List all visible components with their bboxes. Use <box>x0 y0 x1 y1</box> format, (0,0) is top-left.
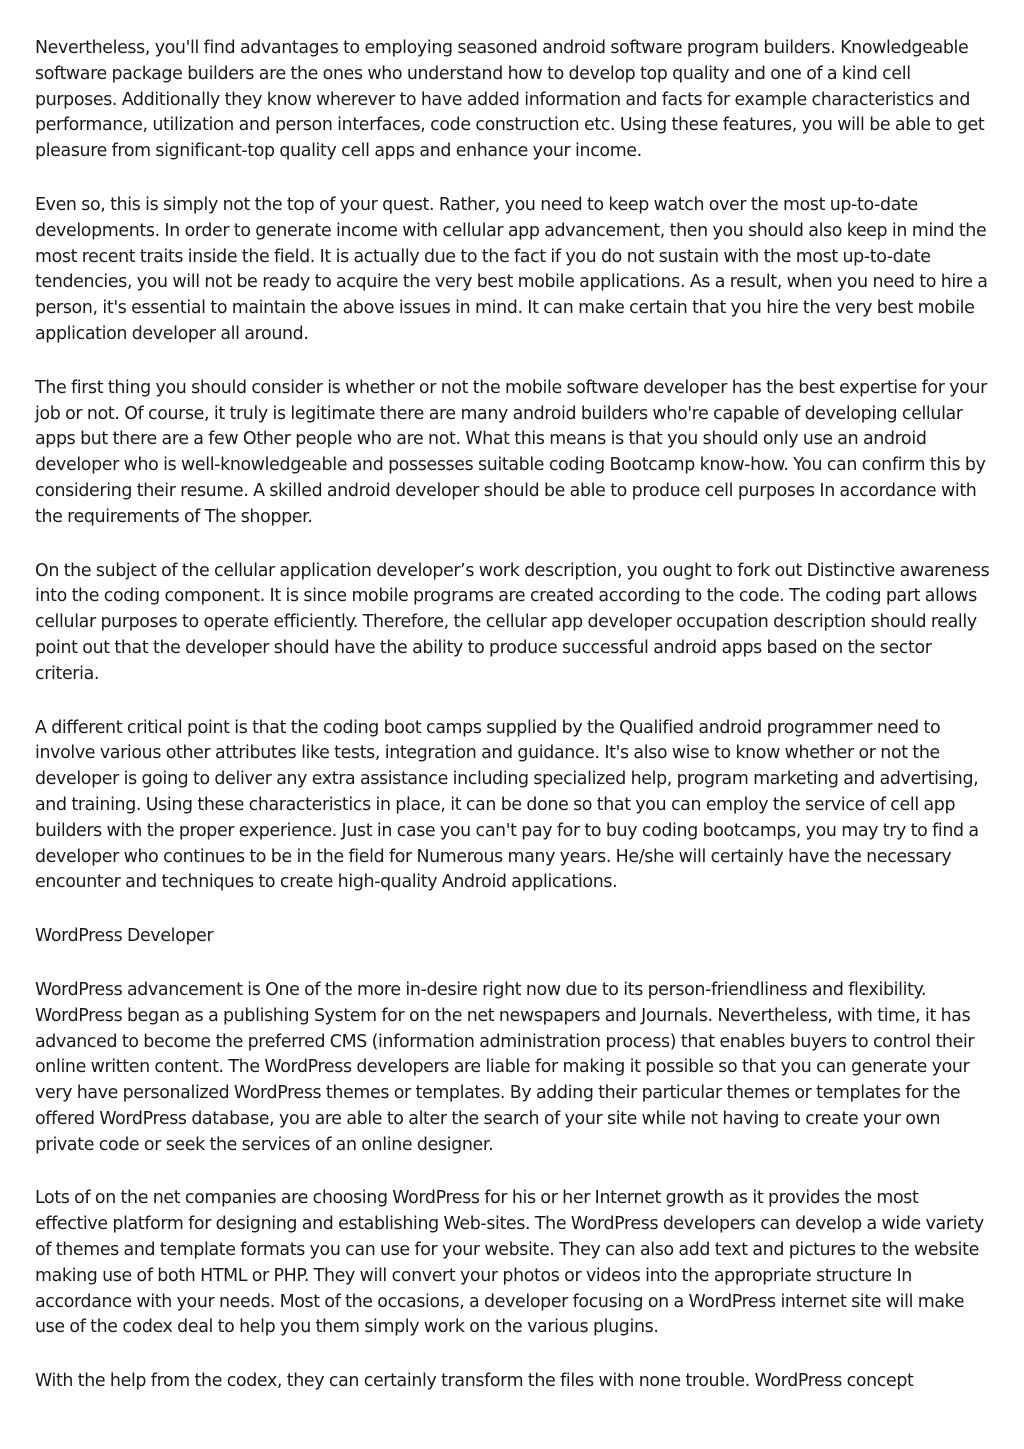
paragraph-8: With the help from the codex, they can certainly transform the files with none trouble. WordPress concept <box>35 1371 914 1392</box>
document-body <box>35 36 995 1423</box>
paragraph-1: Nevertheless, you'll find advantages to employing seasoned android software program builders. Knowledgeable software package builders are the ones who understand how to develop top quality and one of a kind cell purposes. Additionally they know wherever to have added information and facts for example characteristics and performance, utilization and person interfaces, code construction etc. Using these features, you will be able to get pleasure from significant-top quality cell apps and enhance your income. <box>35 38 985 162</box>
paragraph-7: Lots of on the net companies are choosing WordPress for his or her Internet growth as it provides the most effective platform for designing and establishing Web-sites. The WordPress developers can develop a wide variety of themes and template formats you can use for your website. They can also add text and pictures to the website making use of both HTML or PHP. They will convert your photos or videos into the appropriate structure In accordance with your needs. Most of the occasions, a developer focusing on a WordPress internet site will make use of the codex deal to help you them simply work on the various plugins. <box>35 1188 984 1338</box>
paragraph-6: WordPress advancement is One of the more in-desire right now due to its person-friendliness and flexibility. WordPress began as a publishing System for on the net newspapers and Journals. Nevertheless, with time, it has advanced to become the preferred CMS (information administration process) that enables buyers to control their online written content. The WordPress developers are liable for making it possible so that you can generate your very have personalized WordPress themes or templates. By adding their particular themes or templates for the offered WordPress database, you are able to alter the search of your site while not having to create your own private code or seek the services of an online designer. <box>35 979 975 1155</box>
paragraph-5: A different critical point is that the coding boot camps supplied by the Qualified android programmer need to involve various other attributes like tests, integration and guidance. It's also wise to know whether or not the developer is going to deliver any extra assistance including specialized help, program marketing and advertising, and training. Using these characteristics in place, it can be done so that you can employ the service of cell app builders with the proper experience. Just in case you can't pay for to buy coding bootcamps, you may try to find a developer who continues to be in the field for Numerous many years. He/she will certainly have the necessary encounter and techniques to create high-quality Android applications. <box>35 717 979 893</box>
section-heading-wordpress-developer: WordPress Developer <box>35 926 214 947</box>
paragraph-2: Even so, this is simply not the top of your quest. Rather, you need to keep watch over the most up-to-date developments. In order to generate income with cellular app advancement, then you should also keep in mind the most recent traits inside the field. It is actually due to the fact if you do not sustain with the most up-to-date tendencies, you will not be ready to acquire the very best mobile applications. As a result, when you need to hire a person, it's essential to maintain the above issues in mind. It can make certain that you hire the very best mobile application developer all around. <box>35 194 988 344</box>
paragraph-4: On the subject of the cellular application developer’s work description, you ought to fork out Distinctive awareness into the coding component. It is since mobile programs are created according to the code. The coding part allows cellular purposes to operate efficiently. Therefore, the cellular app developer occupation description should really point out that the developer should have the ability to produce successful android apps based on the sector criteria. <box>35 560 990 684</box>
paragraph-3: The first thing you should consider is whether or not the mobile software developer has the best expertise for your job or not. Of course, it truly is legitimate there are many android builders who're capable of developing cellular apps but there are a few Other people who are not. What this means is that you should only use an android developer who is well-knowledgeable and possesses suitable coding Bootcamp know-how. You can confirm this by considering their resume. A skilled android developer should be able to produce cell purposes In accordance with the requirements of The shopper. <box>35 377 987 527</box>
